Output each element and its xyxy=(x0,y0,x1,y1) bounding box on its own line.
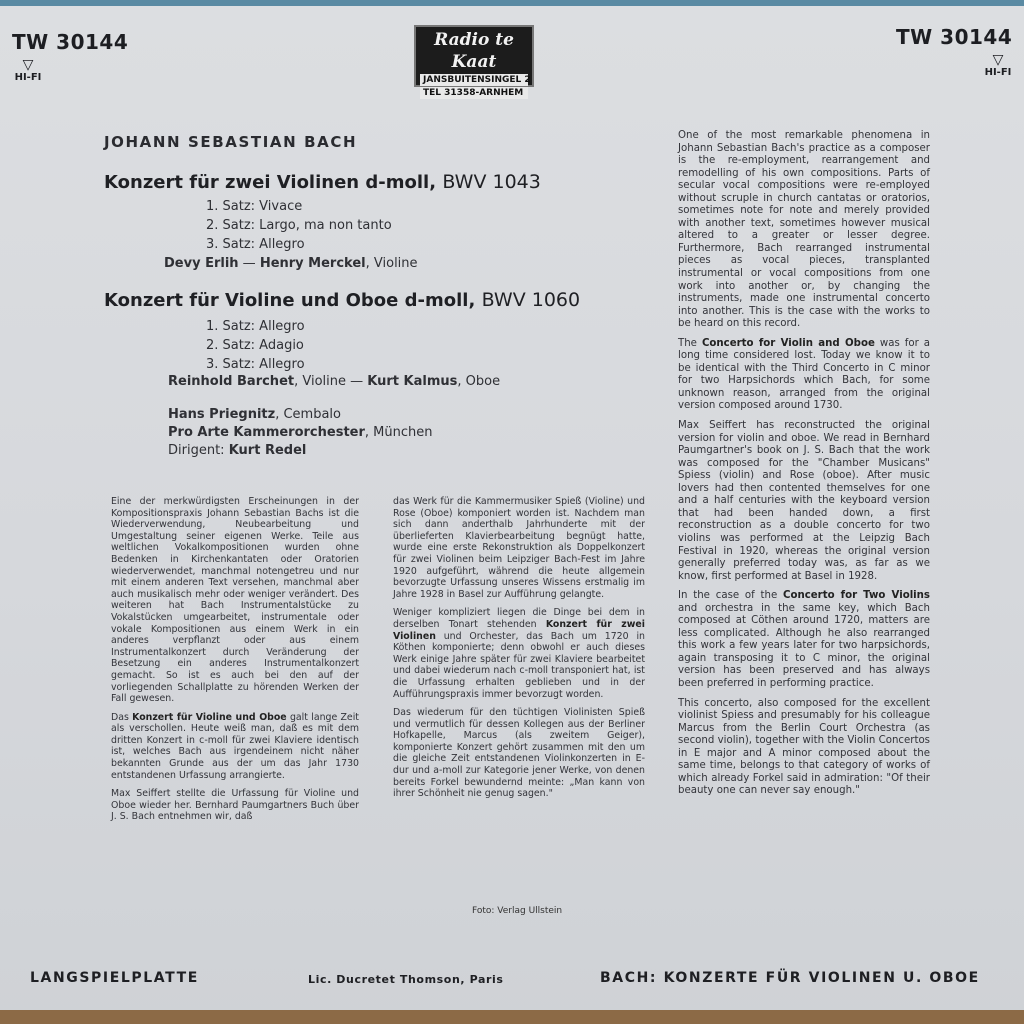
movement-item: 3. Satz: Allegro xyxy=(206,237,305,252)
movement-item: 3. Satz: Allegro xyxy=(206,357,305,372)
liner-paragraph: Das wiederum für den tüchtigen Violinisten Spieß und vermutlich für dessen Kollegen aus der Berliner Hofkapelle, Marcus (als zweitem Geiger), komponierte Konzert gehört zusammen mit den um die gleiche Zeit entstandenen Violinkonzerten in E-dur und a-moll zur Kategorie jener Werke, von denen bereits Forkel bewundernd meinte: „Man kann von ihrer Schönheit nie genug sagen." xyxy=(393,707,645,800)
performer-name: Kurt Kalmus xyxy=(367,374,458,389)
instrument: , Oboe xyxy=(457,374,501,389)
hifi-badge-left xyxy=(8,58,48,83)
sleeve-top-edge xyxy=(0,0,1024,6)
sleeve-bottom-edge xyxy=(0,1010,1024,1024)
movement-item: 2. Satz: Largo, ma non tanto xyxy=(206,218,392,233)
liner-paragraph: Weniger kompliziert liegen die Dinge bei dem in derselben Tonart stehenden Konzert für zwei Violinen und Orchester, das Bach um 1720 in Köthen komponierte; denn obwohl er auch dieses Werk einige Jahre später für zwei Klaviere bearbeitet und dabei wiederum nach c-moll transponiert hat, ist die Urfassung erhalten geblieben und in der Aufführungspraxis immer bevorzugt worden. xyxy=(393,607,645,700)
work2-movements xyxy=(206,317,305,374)
german-text-column-2 xyxy=(393,496,645,807)
work1-movements xyxy=(206,197,392,254)
dealer-phone: TEL 31358-ARNHEM xyxy=(420,87,528,99)
credit-orchestra xyxy=(168,425,433,440)
work2-title xyxy=(104,289,580,311)
separator: — xyxy=(238,256,260,271)
performer-name: Hans Priegnitz xyxy=(168,407,276,422)
footer-langspielplatte: LANGSPIELPLATTE xyxy=(30,970,199,986)
liner-paragraph: In the case of the Concerto for Two Violins and orchestra in the same key, which Bach composed at Cöthen around 1720, matters are less complicated. Although he also rearranged this work a few years later for two harpsichords, again transposing it to C minor, the original version has been preserved and has always been preferred in performing practice. xyxy=(678,590,930,689)
work1-bwv: BWV 1043 xyxy=(442,171,541,193)
orchestra-name: Pro Arte Kammerorchester xyxy=(168,425,365,440)
catalog-number-left: TW 30144 xyxy=(12,30,129,54)
dealer-brand: Radio te Kaat xyxy=(434,30,514,72)
work1-title xyxy=(104,171,541,193)
instrument: , Violine — xyxy=(294,374,368,389)
movement-item: 2. Satz: Adagio xyxy=(206,338,304,353)
hifi-33-icon: ▽ xyxy=(992,52,1004,68)
work1-title-text: Konzert für zwei Violinen d-moll, xyxy=(104,172,437,193)
liner-paragraph: Das Konzert für Violine und Oboe galt lange Zeit als verschollen. Heute weiß man, daß es mit dem dritten Konzert in c-moll für zwei Klaviere identisch ist, welches Bach aus irgendeinem nicht näher bekannten Grunde aus der um das Jahr 1730 entstandenen Urfassung arrangierte. xyxy=(111,711,359,781)
liner-paragraph: The Concerto for Violin and Oboe was for a long time considered lost. Today we know it to be identical with the Third Concerto in C minor for two Harpsichords which Bach, for some unknown reason, arranged from the original version composed around 1730. xyxy=(678,337,930,412)
performer-name: Henry Merckel xyxy=(259,256,366,271)
performer-name: Reinhold Barchet xyxy=(168,374,295,389)
dealer-address: JANSBUITENSINGEL 2 xyxy=(420,74,528,86)
credit-conductor xyxy=(168,443,306,458)
hifi-label: HI-FI xyxy=(14,72,42,83)
hifi-badge-right xyxy=(978,53,1018,78)
conductor-name: Kurt Redel xyxy=(228,443,307,458)
liner-paragraph: Max Seiffert stellte die Urfassung für Violine und Oboe wieder her. Bernhard Paumgartners Buch über J. S. Bach entnehmen wir, daß xyxy=(111,788,359,823)
liner-paragraph: This concerto, also composed for the excellent violinist Spiess and presumably for his colleague Marcus from the Berlin Court Orchestra (as second violin), together with the Violin Concertos in E major and A minor composed about the same time, belongs to that category of works of which already Forkel said in admiration: "Of their beauty one can never say enough." xyxy=(678,697,930,797)
instrument: , Cembalo xyxy=(275,407,341,422)
credit-cembalo xyxy=(168,407,341,422)
german-text-column-1 xyxy=(111,496,359,830)
liner-paragraph: One of the most remarkable phenomena in Johann Sebastian Bach's practice as a composer is the re-employment, rearrangement and remodelling of his own compositions. Parts of secular vocal compositions were re-employed without scruple in church cantatas or oratorios, sometimes note for note and merely provided with another text, sometimes however musical altered to a greater or lesser degree. Furthermore, Bach rearranged instrumental pieces as vocal pieces, transplanted instrumental or vocal compositions from one work into another or, by changing the instruments, made one instrumental concerto into another. This is the case with the works to be heard on this record. xyxy=(678,130,930,330)
dealer-stamp xyxy=(414,25,534,98)
liner-paragraph: Eine der merkwürdigsten Erscheinungen in der Kompositionspraxis Johann Sebastian Bachs ist die Wiederverwendung, Neubearbeitung und Umgestaltung seiner eigenen Werke. Teile aus weltlichen Vokalkompositionen wurden ohne Bedenken in Kirchenkantaten oder Oratorien wiederverwendet, manchmal notengetreu und nur mit einem anderen Text versehen, manchmal aber auch musikalisch mehr oder weniger verändert. Des weiteren hat Bach Instrumentalstücke zu Vokalstücken umgearbeitet, instrumentale oder vokale Kompositionen aus einem Werk in ein anderes verpflanzt oder aus einem Instrumentalkonzert durch Veränderung der Besetzung ein anderes Instrumentalkonzert gemacht. So ist es auch bei den auf der vorliegenden Schallplatte zu hörenden Werken der Fall gewesen. xyxy=(111,496,359,705)
work1-performers xyxy=(164,256,418,271)
catalog-number-right: TW 30144 xyxy=(896,25,1013,49)
hifi-33-icon: ▽ xyxy=(22,57,34,73)
footer-album-title: BACH: KONZERTE FÜR VIOLINEN U. OBOE xyxy=(600,970,980,986)
work2-bwv: BWV 1060 xyxy=(481,289,581,311)
work2-title-text: Konzert für Violine und Oboe d-moll, xyxy=(104,290,476,311)
hifi-label: HI-FI xyxy=(984,67,1012,78)
work2-performers xyxy=(168,374,500,389)
conductor-label: Dirigent: xyxy=(168,443,229,458)
english-text-column xyxy=(678,130,930,805)
composer-name: JOHANN SEBASTIAN BACH xyxy=(104,133,358,151)
liner-paragraph: das Werk für die Kammermusiker Spieß (Violine) und Rose (Oboe) komponiert worden ist. Nachdem man sich dann anderthalb Jahrhunderte mit der überlieferten Klavierbearbeitung begnügt hatte, wurde eine erste Rekonstruktion als Doppelkonzert für zwei Violinen beim Leipziger Bach-Fest im Jahre 1920 aufgeführt, während die heute allgemein bevorzugte Urfassung unseres Wissens erstmalig im Jahre 1928 in Basel zur Aufführung gelangte. xyxy=(393,496,645,600)
movement-item: 1. Satz: Allegro xyxy=(206,319,305,334)
performer-name: Devy Erlih xyxy=(164,256,239,271)
footer-license: Lic. Ducretet Thomson, Paris xyxy=(308,973,504,986)
orchestra-city: , München xyxy=(364,425,433,440)
photo-credit: Foto: Verlag Ullstein xyxy=(472,906,563,916)
instrument: , Violine xyxy=(365,256,418,271)
movement-item: 1. Satz: Vivace xyxy=(206,199,303,214)
liner-paragraph: Max Seiffert has reconstructed the original version for violin and oboe. We read in Bernhard Paumgartner's book on J. S. Bach that the work was composed for the "Chamber Musicans" Spiess (violin) and Rose (oboe). After music lovers had then contented themselves for one and a half centuries with the keyboard version that had been handed down, a first reconstruction as a double concerto for two violins was performed at the Leipzig Bach Festival in 1920, whereas the original version generally preferred today was, as far as we know, first performed at Basel in 1928. xyxy=(678,420,930,582)
